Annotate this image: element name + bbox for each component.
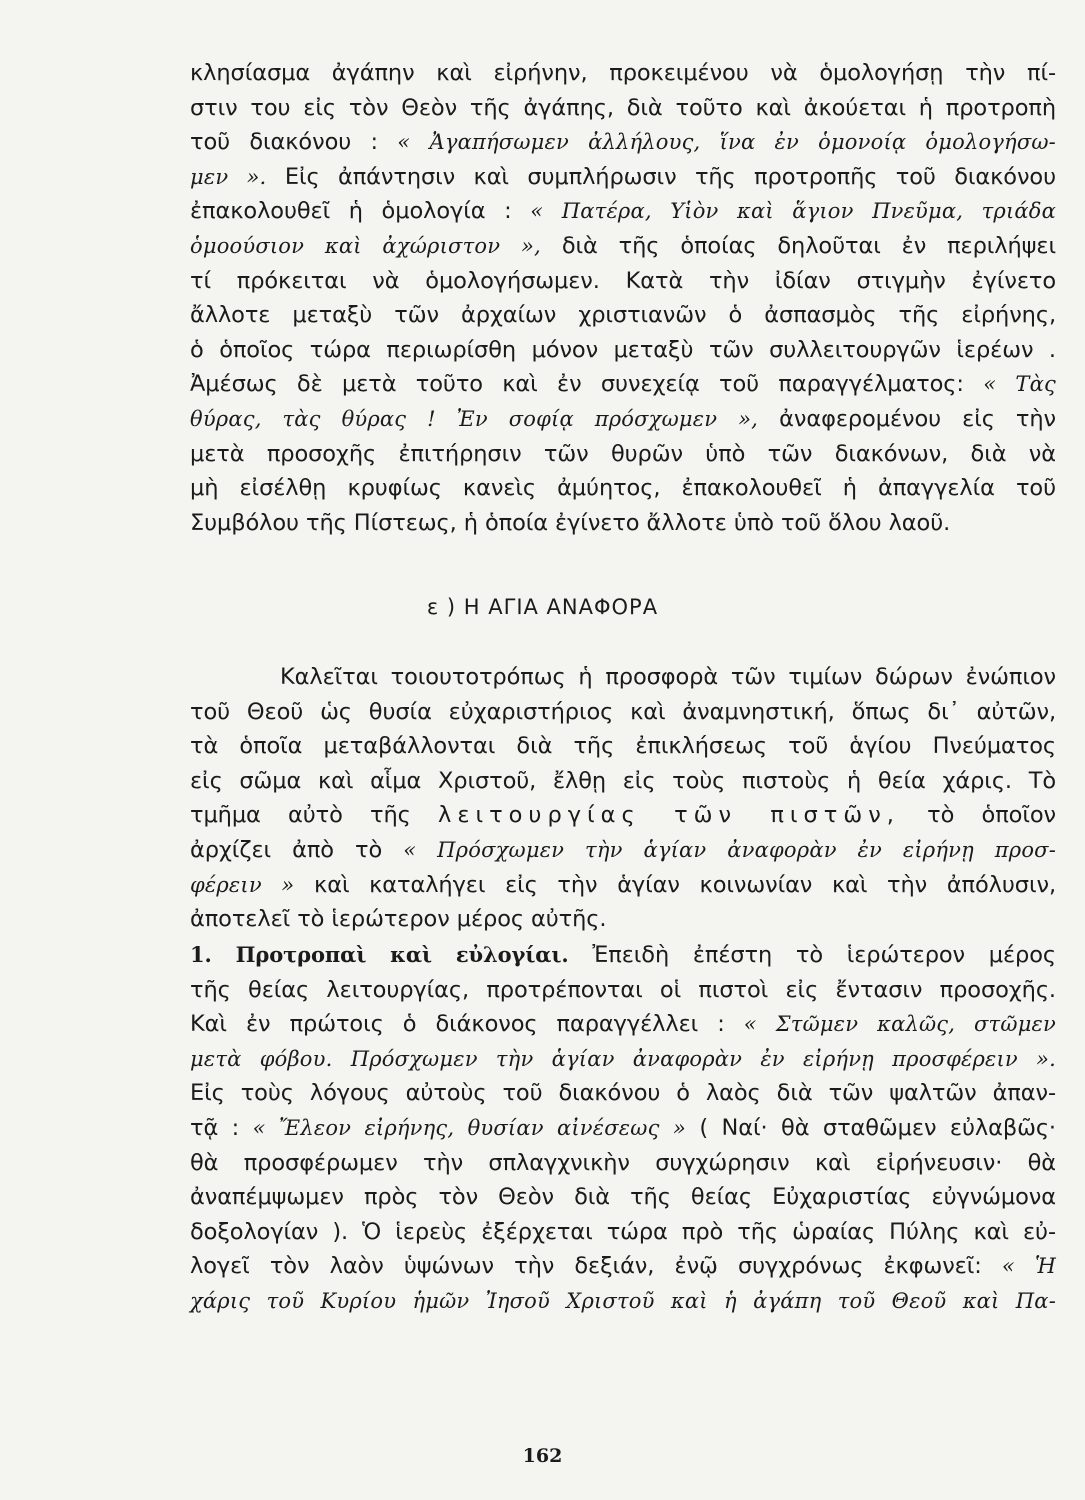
text-line bbox=[190, 160, 1056, 195]
text-span: ( Ναί· θὰ σταθῶμεν εὐλαβῶς· bbox=[685, 1114, 1056, 1141]
quotation: ὁμοούσιον καὶ ἀχώριστον », bbox=[190, 233, 541, 258]
text-span: Εἰς ἀπάντησιν καὶ συμπλήρωσιν τῆς προτροπῆς τοῦ διακόνου bbox=[266, 163, 1057, 190]
text-span: τᾷ : bbox=[190, 1114, 253, 1141]
text-span: διὰ τῆς ὁποίας δηλοῦται ἐν περιλήψει bbox=[540, 232, 1057, 259]
quotation: φέρειν » bbox=[190, 872, 295, 897]
text-line bbox=[190, 1042, 1056, 1077]
text-line: ἄλλοτε μεταξὺ τῶν ἀρχαίων χριστιανῶν ὁ ἀσπασμὸς τῆς εἰρήνης, bbox=[190, 302, 1056, 329]
text-line bbox=[190, 938, 1056, 973]
text-span: τὸ ὁποῖον bbox=[899, 802, 1056, 829]
text-span: τμῆμα αὐτὸ τῆς bbox=[190, 802, 439, 829]
text-line bbox=[190, 367, 1056, 402]
paragraph-2 bbox=[190, 660, 1056, 937]
text-line bbox=[190, 125, 1056, 160]
quotation: « Στῶμεν καλῶς, στῶμεν bbox=[743, 1012, 1056, 1037]
text-span: ἀρχίζει ἀπὸ τὸ bbox=[190, 836, 404, 863]
text-line bbox=[190, 1007, 1056, 1042]
quotation: « Ἔλεον εἰρήνης, θυσίαν αἰνέσεως » bbox=[252, 1115, 686, 1140]
text-span: Καὶ ἐν πρώτοις ὁ διάκονος παραγγέλλει : bbox=[190, 1011, 744, 1038]
text-span: Ἐπειδὴ ἐπέστη τὸ ἱερώτερον μέρος bbox=[568, 942, 1056, 968]
text-line: τὰ ὁποῖα μεταβάλλονται διὰ τῆς ἐπικλήσεως τοῦ ἁγίου Πνεύματος bbox=[190, 733, 1056, 760]
text-line: μὴ εἰσέλθῃ κρυφίως κανεὶς ἀμύητος, ἐπακολουθεῖ ἡ ἀπαγγελία τοῦ bbox=[190, 475, 1056, 502]
text-line: ἀποτελεῖ τὸ ἱερώτερον μέρος αὐτῆς. bbox=[190, 906, 607, 933]
text-line: τοῦ Θεοῦ ὡς θυσία εὐχαριστήριος καὶ ἀναμνηστική, ὅπως δι᾽ αὐτῶν, bbox=[190, 698, 1056, 725]
subsection-title: 1. Προτροπαὶ καὶ εὐλογίαι. bbox=[190, 942, 569, 967]
text-line bbox=[190, 798, 1056, 833]
text-span: ἀναφερομένου εἰς τὴν bbox=[758, 405, 1056, 432]
quotation: « Πρόσχωμεν τὴν ἁγίαν ἀναφορὰν ἐν εἰρήνῃ προσ- bbox=[403, 837, 1056, 862]
text-span: καὶ καταλήγει εἰς τὴν ἁγίαν κοινωνίαν καὶ τὴν ἀπόλυσιν, bbox=[294, 871, 1056, 898]
text-line bbox=[190, 229, 1056, 264]
text-line bbox=[190, 1249, 1056, 1284]
text-line bbox=[190, 402, 1056, 437]
quotation: « Τὰς bbox=[983, 372, 1056, 397]
paragraph-1 bbox=[190, 56, 1056, 540]
text-span: ἐπακολουθεῖ ἡ ὁμολογία : bbox=[190, 198, 531, 225]
text-line bbox=[190, 1111, 1056, 1146]
text-line: ἀναπέμψωμεν πρὸς τὸν Θεὸν διὰ τῆς θείας Εὐχαριστίας εὐγνώμονα bbox=[190, 1184, 1056, 1211]
text-line bbox=[190, 833, 1056, 868]
text-line: χάρις τοῦ Κυρίου ἡμῶν Ἰησοῦ Χριστοῦ καὶ ἡ ἀγάπη τοῦ Θεοῦ καὶ Πα- bbox=[190, 1288, 1056, 1313]
paragraph-3 bbox=[190, 938, 1056, 1319]
text-line: εἰς σῶμα καὶ αἷμα Χριστοῦ, ἔλθῃ εἰς τοὺς πιστοὺς ἡ θεία χάρις. Τὸ bbox=[190, 767, 1056, 794]
quotation: μεν ». bbox=[190, 164, 267, 189]
text-span: Ἀμέσως δὲ μετὰ τοῦτο καὶ ἐν συνεχείᾳ τοῦ παραγγέλματος: bbox=[190, 371, 984, 398]
text-line: θὰ προσφέρωμεν τὴν σπλαγχνικὴν συγχώρησιν καὶ εἰρήνευσιν· θὰ bbox=[190, 1149, 1056, 1176]
text-line: ὁ ὁποῖος τώρα περιωρίσθη μόνον μεταξὺ τῶν συλλειτουργῶν ἱερέων . bbox=[190, 336, 1056, 363]
text-span: λογεῖ τὸν λαὸν ὑψώνων τὴν δεξιάν, ἐνῷ συγχρόνως ἐκφωνεῖ: bbox=[190, 1253, 1002, 1280]
text-line: τῆς θείας λειτουργίας, προτρέπονται οἱ πιστοὶ εἰς ἔντασιν προσοχῆς. bbox=[190, 976, 1056, 1003]
text-line: Καλεῖται τοιουτοτρόπως ἡ προσφορὰ τῶν τιμίων δώρων ἐνώπιον bbox=[280, 664, 1056, 690]
quotation: θύρας, τὰς θύρας ! Ἐν σοφίᾳ πρόσχωμεν », bbox=[190, 406, 759, 431]
quotation: « Πατέρα, Υἱὸν καὶ ἅγιον Πνεῦμα, τριάδα bbox=[530, 199, 1056, 224]
section-heading: ε ) Η ΑΓΙΑ ΑΝΑΦΟΡΑ bbox=[426, 595, 659, 619]
text-line bbox=[190, 868, 1056, 903]
quotation: μετὰ φόβου. Πρόσχωμεν τὴν ἁγίαν ἀναφορὰν ἐν εἰρήνῃ προσφέρειν ». bbox=[190, 1046, 1056, 1071]
text-line: στιν του εἰς τὸν Θεὸν τῆς ἀγάπης, διὰ τοῦτο καὶ ἀκούεται ἡ προτροπὴ bbox=[190, 94, 1056, 121]
text-line: δοξολογίαν ). Ὁ ἱερεὺς ἐξέρχεται τώρα πρὸ τῆς ὡραίας Πύλης καὶ εὐ- bbox=[190, 1218, 1056, 1245]
text-line: τί πρόκειται νὰ ὁμολογήσωμεν. Κατὰ τὴν ἰδίαν στιγμὴν ἐγίνετο bbox=[190, 267, 1056, 294]
text-line: μετὰ προσοχῆς ἐπιτήρησιν τῶν θυρῶν ὑπὸ τῶν διακόνων, διὰ νὰ bbox=[190, 440, 1056, 467]
text-line: Συμβόλου τῆς Πίστεως, ἡ ὁποία ἐγίνετο ἄλλοτε ὑπὸ τοῦ ὅλου λαοῦ. bbox=[190, 509, 951, 536]
spaced-emphasis: λειτουργίας τῶν πιστῶν, bbox=[438, 802, 900, 829]
text-line bbox=[190, 194, 1056, 229]
page-number: 162 bbox=[522, 1445, 563, 1467]
quotation: « Ἀγαπήσωμεν ἀλλήλους, ἵνα ἐν ὁμονοίᾳ ὁμολογήσω- bbox=[397, 130, 1056, 155]
quotation: « Ἡ bbox=[1001, 1254, 1056, 1279]
text-line: κλησίασμα ἀγάπην καὶ εἰρήνην, προκειμένου νὰ ὁμολογήσῃ τὴν πί- bbox=[190, 60, 1056, 86]
text-span: τοῦ διακόνου : bbox=[190, 129, 398, 156]
text-line: Εἰς τοὺς λόγους αὐτοὺς τοῦ διακόνου ὁ λαὸς διὰ τῶν ψαλτῶν ἀπαν- bbox=[190, 1080, 1056, 1107]
